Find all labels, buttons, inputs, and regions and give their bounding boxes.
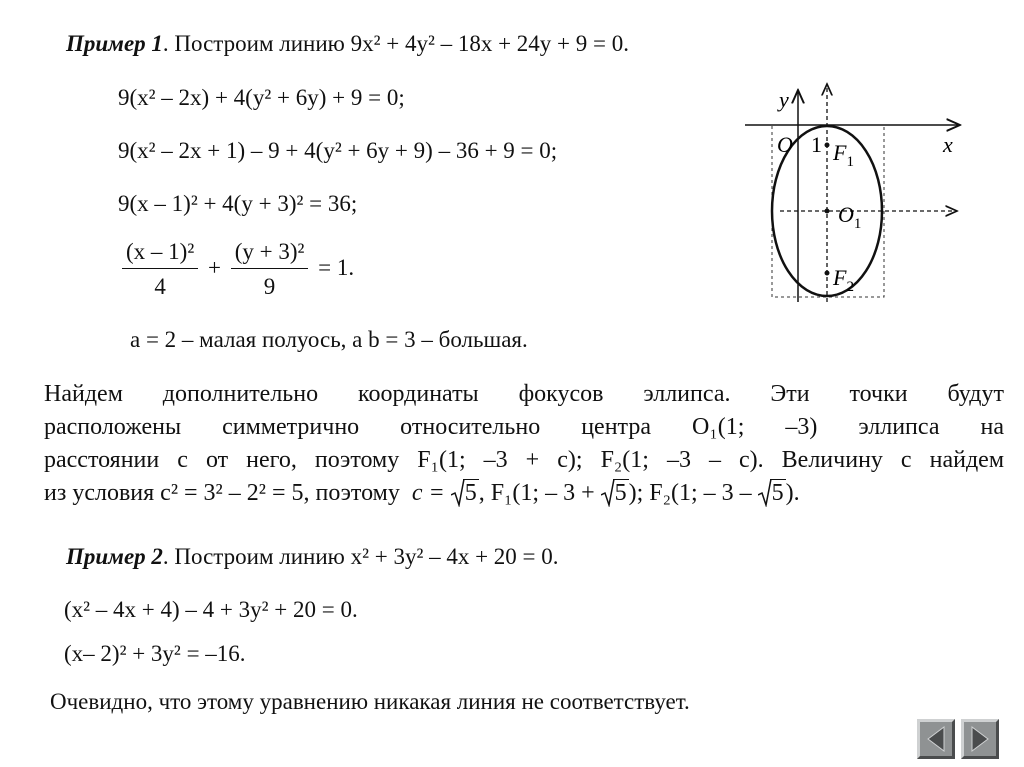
foci-condition-text: из условия c² = 3² – 2² = 5, поэтому xyxy=(44,480,400,506)
forward-button[interactable] xyxy=(961,719,999,759)
center-o1-point xyxy=(825,209,830,214)
focus-f2-point xyxy=(825,271,830,276)
example1-heading xyxy=(66,30,629,58)
back-arrow-icon xyxy=(920,722,952,756)
plus-sign: + xyxy=(207,254,221,280)
example2-heading xyxy=(66,543,559,571)
example2-label: Пример 2 xyxy=(66,544,163,569)
f2-label: $F_2$ xyxy=(833,265,854,295)
origin-label: O xyxy=(777,132,793,157)
example2-step1: (x² – 4x + 4) – 4 + 3y² + 20 = 0. xyxy=(64,597,358,622)
example1-equation: . Построим линию 9x² + 4y² – 18x + 24y + 9 = 0. xyxy=(162,31,630,56)
fraction-x-denominator: 4 xyxy=(154,274,166,299)
sqrt-five-2: 5 xyxy=(601,477,629,510)
c-equals: c = xyxy=(411,480,451,506)
foci-paragraph-line1: Найдем дополнительно координаты фокусов эллипса. Эти точки будут xyxy=(44,381,1004,407)
foci-paragraph-line2: расположены симметрично относительно центра O₁(1; –3) эллипса на xyxy=(44,414,1004,440)
foci-paragraph-line3: расстоянии c от него, поэтому F₁(1; –3 + c); F₂(1; –3 – c). Величину c найдем xyxy=(44,447,1004,473)
example1-canonical-equation xyxy=(118,238,354,301)
y-axis-label: y xyxy=(779,87,789,112)
foci-paragraph xyxy=(44,378,1004,510)
sqrt-five-3: 5 xyxy=(758,477,786,510)
fraction-x xyxy=(122,238,198,301)
fraction-y-numerator: (y + 3)² xyxy=(231,238,309,269)
ellipse-graph xyxy=(735,80,975,305)
foci-paragraph-line4 xyxy=(44,477,1004,510)
example1-label: Пример 1 xyxy=(66,31,163,56)
o1-label: $O_1$ xyxy=(838,202,862,232)
f1-label: $F_1$ xyxy=(833,140,854,170)
forward-arrow-icon xyxy=(964,722,996,756)
example1-step1: 9(x² – 2x) + 4(y² + 6y) + 9 = 0; xyxy=(118,85,405,110)
sqrt-five-1: 5 xyxy=(451,477,479,510)
f1-coordinates: , F₁(1; – 3 + xyxy=(478,480,601,506)
fraction-y-denominator: 9 xyxy=(263,274,276,299)
f2-coordinates: ); F₂(1; – 3 – xyxy=(628,480,758,506)
unit-one-label: 1 xyxy=(811,132,822,157)
x-axis-label: x xyxy=(943,132,953,157)
fraction-y xyxy=(231,238,309,301)
example1-semiaxes: a = 2 – малая полуось, а b = 3 – большая. xyxy=(130,327,528,352)
f2-coordinates-end: ). xyxy=(785,480,800,506)
focus-f1-point xyxy=(825,143,830,148)
example1-step2: 9(x² – 2x + 1) – 9 + 4(y² + 6y + 9) – 36 + 9 = 0; xyxy=(118,138,558,163)
canonical-rhs: = 1. xyxy=(318,254,355,280)
example2-step2: (x– 2)² + 3y² = –16. xyxy=(64,641,246,666)
example2-conclusion: Очевидно, что этому уравнению никакая линия не соответствует. xyxy=(50,689,690,714)
back-button[interactable] xyxy=(917,719,955,759)
fraction-x-numerator: (x – 1)² xyxy=(122,238,198,269)
example2-equation: . Построим линию x² + 3y² – 4x + 20 = 0. xyxy=(162,544,559,569)
example1-step3: 9(x – 1)² + 4(y + 3)² = 36; xyxy=(118,191,358,216)
